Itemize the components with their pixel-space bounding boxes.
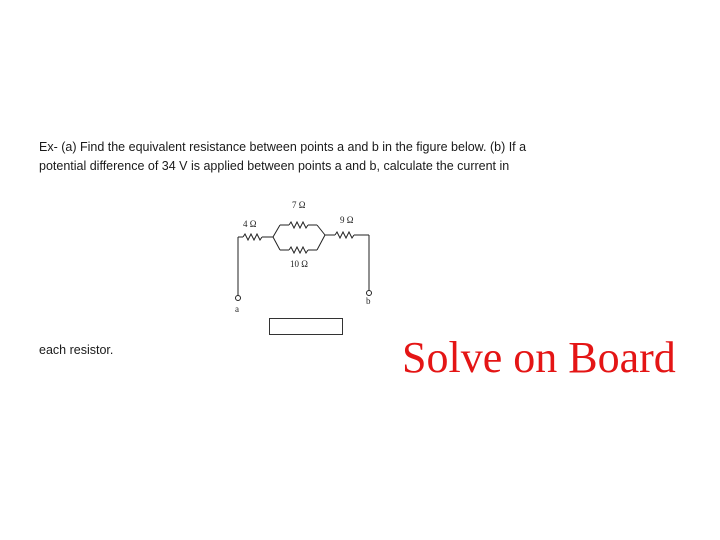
label-10-ohm: 10 Ω	[290, 259, 308, 269]
answer-box	[269, 318, 343, 335]
label-terminal-b: b	[366, 296, 371, 306]
question-line-1: Ex- (a) Find the equivalent resistance between points a and b in the figure below. (b) If a	[39, 140, 527, 154]
label-7-ohm: 7 Ω	[292, 200, 306, 210]
terminal-b-dot	[367, 291, 372, 296]
resistor-4-ohm	[243, 234, 262, 240]
label-4-ohm: 4 Ω	[243, 219, 257, 229]
question-tail: each resistor.	[39, 343, 114, 357]
circuit-diagram	[225, 195, 385, 315]
question-line-2: potential difference of 34 V is applied between points a and b, calculate the current in	[39, 159, 510, 173]
solve-on-board-note: Solve on Board	[402, 333, 676, 382]
label-terminal-a: a	[235, 304, 239, 314]
question-text	[39, 138, 599, 176]
resistor-9-ohm	[335, 232, 354, 238]
resistor-10-ohm	[289, 247, 308, 253]
terminal-a-dot	[236, 296, 241, 301]
resistor-7-ohm	[289, 222, 308, 228]
label-9-ohm: 9 Ω	[340, 215, 354, 225]
